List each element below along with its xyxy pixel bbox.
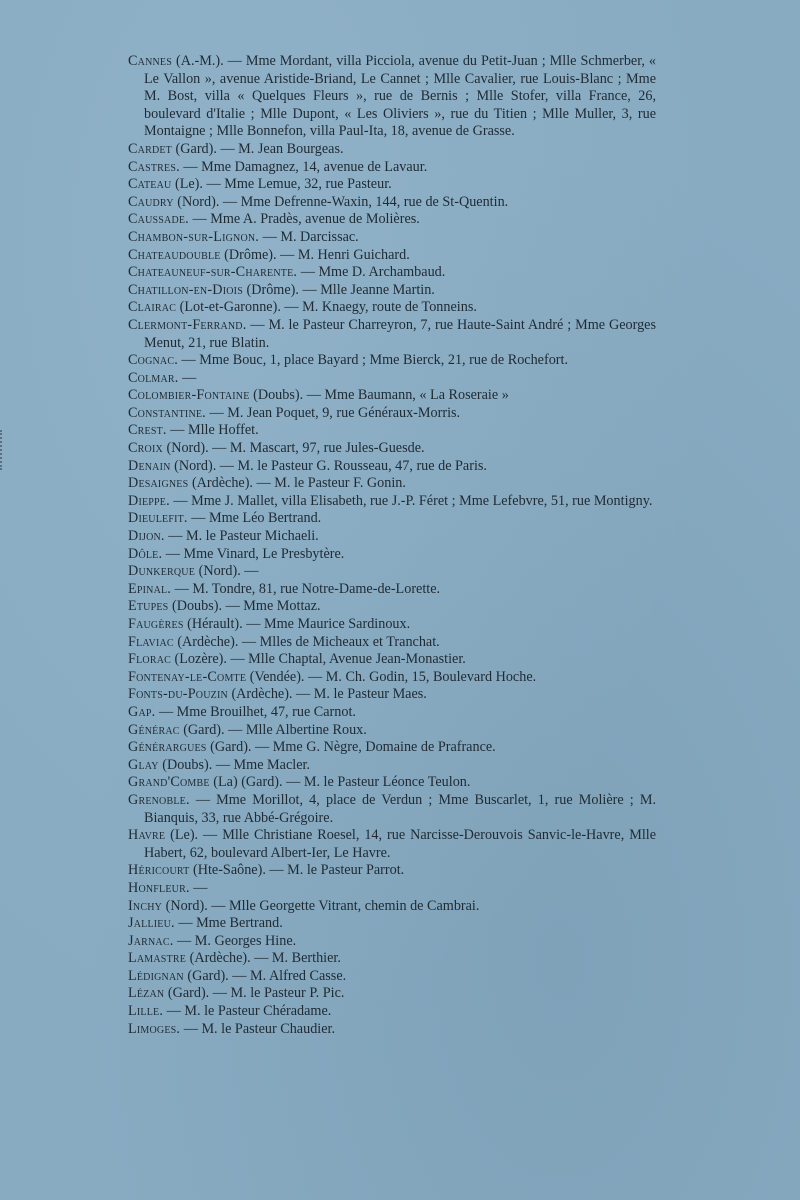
list-item <box>128 510 656 528</box>
place-name: Cannes <box>128 53 172 69</box>
entry-details: (Le). — Mlle Christiane Roesel, 14, rue Narcisse-Derouvois Sanvic-le-Havre, Mlle Habert, 62, boulevard Albert-Ier, Le Havre. <box>144 827 656 861</box>
list-item <box>128 616 656 634</box>
entry-details: (Nord). — Mlle Georgette Vitrant, chemin de Cambrai. <box>162 897 480 914</box>
place-name: Faugères <box>128 616 184 632</box>
place-name: Colmar. <box>128 369 179 386</box>
list-item <box>128 862 656 880</box>
place-name: Inchy <box>128 897 163 914</box>
place-name: Chatillon-en-Diois <box>128 281 243 298</box>
list-item <box>128 757 656 775</box>
list-item <box>128 651 656 669</box>
place-name: Dôle. <box>128 545 163 562</box>
list-item <box>128 159 656 177</box>
list-item <box>128 440 656 458</box>
list-item <box>128 546 656 564</box>
list-item <box>128 669 656 687</box>
list-item <box>128 405 656 423</box>
place-name: Crest. <box>128 422 167 439</box>
place-name: Dijon. <box>128 528 165 545</box>
place-name: Générac <box>128 721 180 738</box>
entry-details: — M. Jean Poquet, 9, rue Généraux-Morris. <box>205 404 461 421</box>
list-item <box>128 422 656 440</box>
place-name: Fontenay-le-Comte <box>128 668 247 685</box>
entry-details: — Mme J. Mallet, villa Elisabeth, rue J.-P. Féret ; Mme Lefebvre, 51, rue Montigny. <box>169 492 653 509</box>
place-name: Lille. <box>128 1003 164 1020</box>
list-item <box>128 774 656 792</box>
list-item <box>128 141 656 159</box>
place-name: Epinal. <box>128 580 172 597</box>
entry-details: — Mme Bouc, 1, place Bayard ; Mme Bierck, 21, rue de Rochefort. <box>177 352 569 369</box>
entry-details: (Drôme). — M. Henri Guichard. <box>220 246 410 263</box>
list-item <box>128 722 656 740</box>
place-name: Castres. <box>128 158 180 175</box>
place-name: Chambon-sur-Lignon. <box>128 228 260 245</box>
entry-details: — M. Georges Hine. <box>173 932 297 949</box>
binding-marks <box>0 430 8 470</box>
list-item <box>128 739 656 757</box>
list-item <box>128 686 656 704</box>
place-name: Constantine. <box>128 404 206 421</box>
entry-details: — M. le Pasteur Chéradame. <box>163 1003 332 1020</box>
entry-details: (Le). — Mme Lemue, 32, rue Pasteur. <box>171 176 392 193</box>
place-name: Lamastre <box>128 950 187 967</box>
list-item <box>128 634 656 652</box>
list-item <box>128 282 656 300</box>
place-name: Clermont-Ferrand. <box>128 316 247 333</box>
entry-details: (Nord). — Mme Defrenne-Waxin, 144, rue de St-Quentin. <box>173 193 509 210</box>
list-item <box>128 950 656 968</box>
entry-details: — M. Tondre, 81, rue Notre-Dame-de-Lorette. <box>171 580 441 597</box>
entry-details: — Mme Damagnez, 14, avenue de Lavaur. <box>179 158 428 175</box>
list-item <box>128 247 656 265</box>
place-name: Jallieu. <box>128 915 175 932</box>
list-item <box>128 194 656 212</box>
list-item <box>128 493 656 511</box>
entry-details: — Mlle Hoffet. <box>166 422 259 439</box>
entry-details: (Ardèche). — M. le Pasteur F. Gonin. <box>188 475 406 492</box>
list-item <box>128 528 656 546</box>
list-item <box>128 598 656 616</box>
place-name: Générargues <box>128 739 207 756</box>
entry-details: — Mme Léo Bertrand. <box>187 510 322 527</box>
entry-details: (Ardèche). — M. Berthier. <box>186 950 341 967</box>
entry-details: (Hte-Saône). — M. le Pasteur Parrot. <box>189 862 405 879</box>
entry-details: — Mme D. Archambaud. <box>297 264 446 281</box>
list-item <box>128 352 656 370</box>
entry-details: (Ardèche). — M. le Pasteur Maes. <box>227 686 427 703</box>
place-name: Fonts-du-Pouzin <box>128 686 228 703</box>
entry-details: — M. le Pasteur Chaudier. <box>180 1020 336 1037</box>
entry-details: (Gard). — M. Jean Bourgeas. <box>172 140 344 157</box>
place-name: Florac <box>128 651 171 668</box>
entry-details: (Hérault). — Mme Maurice Sardinoux. <box>183 616 411 632</box>
list-item <box>128 563 656 581</box>
entry-details: (Drôme). — Mlle Jeanne Martin. <box>242 281 435 298</box>
place-name: Honfleur. <box>128 879 190 896</box>
entry-details: (Nord). — M. Mascart, 97, rue Jules-Guesde. <box>162 440 425 457</box>
entry-details: (Lot-et-Garonne). — M. Knaegy, route de Tonneins. <box>176 299 477 316</box>
list-item <box>128 880 656 898</box>
entry-details: — M. Darcissac. <box>259 228 359 245</box>
entry-details: (Doubs). — Mme Baumann, « La Roseraie » <box>249 387 509 404</box>
entry-details: (Lozère). — Mlle Chaptal, Avenue Jean-Monastier. <box>170 651 466 668</box>
address-list <box>128 53 656 1038</box>
list-item <box>128 53 656 141</box>
entry-details: — Mme Brouilhet, 47, rue Carnot. <box>155 703 356 720</box>
entry-details: (Gard). — Mme G. Nègre, Domaine de Prafrance. <box>206 739 496 756</box>
list-item <box>128 387 656 405</box>
list-item <box>128 229 656 247</box>
place-name: Chateauneuf-sur-Charente. <box>128 264 298 281</box>
list-item <box>128 827 656 862</box>
entry-details: — <box>178 369 197 386</box>
place-name: Colombier-Fontaine <box>128 387 250 404</box>
list-item <box>128 299 656 317</box>
place-name: Desaignes <box>128 475 189 492</box>
list-item <box>128 264 656 282</box>
entry-details: (Doubs). — Mme Mottaz. <box>168 598 321 615</box>
list-item <box>128 792 656 827</box>
place-name: Grenoble. <box>128 791 190 808</box>
place-name: Chateaudouble <box>128 246 221 263</box>
place-name: Glay <box>128 756 159 773</box>
place-name: Cardet <box>128 140 172 157</box>
entry-details: (A.-M.). — Mme Mordant, villa Picciola, avenue du Petit-Juan ; Mlle Schmerber, « Le Vallon », avenue Aristide-Briand, Le Cannet ; Mlle Cavalier, rue Louis-Blanc ; Mme M. Bost, villa « Quelques Fleurs », rue de Bernis ; Mlle Stofer, villa France, 26, boulevard d'Italie ; Mlle Dupont, « Les Oliviers », rue du Titien ; Mlle Muller, 3, rue Montaigne ; Mlle Bonnefon, villa Paul-Ita, 18, avenue de Grasse. <box>144 53 656 140</box>
list-item <box>128 176 656 194</box>
list-item <box>128 915 656 933</box>
place-name: Dieppe. <box>128 492 170 509</box>
place-name: Caussade. <box>128 211 189 228</box>
list-item <box>128 704 656 722</box>
place-name: Croix <box>128 440 163 457</box>
place-name: Lédignan <box>128 967 184 984</box>
place-name: Havre <box>128 827 166 844</box>
place-name: Dunkerque <box>128 563 196 580</box>
entry-details: (Gard). — M. Alfred Casse. <box>183 967 347 984</box>
list-item <box>128 898 656 916</box>
list-item <box>128 1021 656 1039</box>
entry-details: (La) (Gard). — M. le Pasteur Léonce Teulon. <box>209 774 471 791</box>
entry-details: (Nord). — M. le Pasteur G. Rousseau, 47, rue de Paris. <box>170 457 487 474</box>
list-item <box>128 968 656 986</box>
entry-details: — Mme Morillot, 4, place de Verdun ; Mme Buscarlet, 1, rue Molière ; M. Bianquis, 33, rue Abbé-Grégoire. <box>144 791 656 826</box>
entry-details: — Mme A. Pradès, avenue de Molières. <box>188 211 420 228</box>
list-item <box>128 370 656 388</box>
place-name: Jarnac. <box>128 932 174 949</box>
place-name: Grand'Combe <box>128 774 210 791</box>
list-item <box>128 475 656 493</box>
place-name: Denain <box>128 457 171 474</box>
entry-details: — M. le Pasteur Michaeli. <box>164 528 319 545</box>
entry-details: (Gard). — Mlle Albertine Roux. <box>179 721 367 738</box>
list-item <box>128 985 656 1003</box>
entry-details: (Ardèche). — Mlles de Micheaux et Tranchat. <box>173 633 440 650</box>
list-item <box>128 211 656 229</box>
place-name: Cateau <box>128 176 172 193</box>
place-name: Clairac <box>128 299 177 316</box>
entry-details: — M. le Pasteur Charreyron, 7, rue Haute-Saint André ; Mme Georges Menut, 21, rue Blatin. <box>144 316 656 351</box>
place-name: Gap. <box>128 703 156 720</box>
entry-details: (Doubs). — Mme Macler. <box>158 756 310 773</box>
entry-details: (Gard). — M. le Pasteur P. Pic. <box>164 985 345 1002</box>
place-name: Dieulefit. <box>128 510 188 527</box>
entry-details: (Nord). — <box>195 563 259 580</box>
entry-details: — Mme Vinard, Le Presbytère. <box>162 545 345 562</box>
entry-details: (Vendée). — M. Ch. Godin, 15, Boulevard Hoche. <box>246 668 537 685</box>
place-name: Flaviac <box>128 633 174 650</box>
list-item <box>128 458 656 476</box>
place-name: Etupes <box>128 598 169 615</box>
place-name: Héricourt <box>128 862 190 879</box>
entry-details: — Mme Bertrand. <box>174 915 283 932</box>
place-name: Lézan <box>128 985 165 1002</box>
list-item <box>128 933 656 951</box>
list-item <box>128 1003 656 1021</box>
list-item <box>128 317 656 352</box>
place-name: Caudry <box>128 193 174 210</box>
place-name: Limoges. <box>128 1020 181 1037</box>
place-name: Cognac. <box>128 352 178 369</box>
entry-details: — <box>189 879 208 896</box>
list-item <box>128 581 656 599</box>
